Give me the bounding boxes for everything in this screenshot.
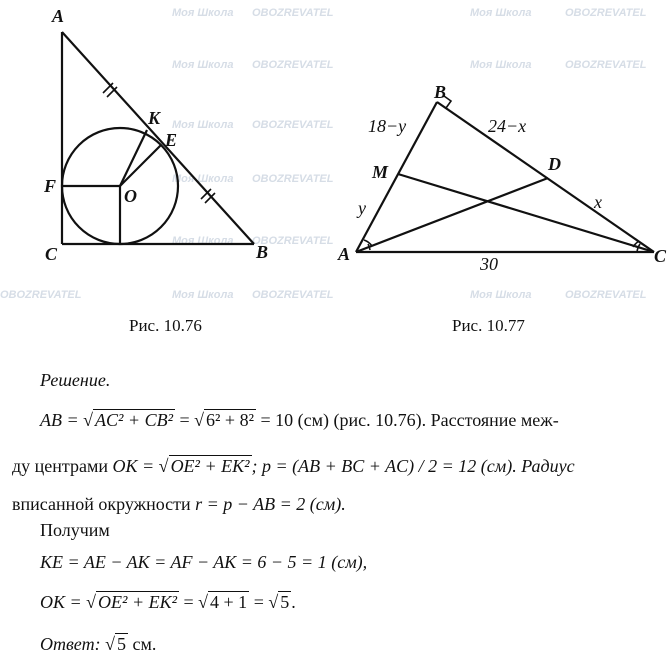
watermark-brand: OBOZREVATEL (252, 289, 334, 301)
solution-line-4: Получим (40, 520, 110, 540)
label-b: B (256, 242, 269, 262)
watermark-brand: OBOZREVATEL (252, 7, 334, 19)
label-a: A (338, 244, 351, 264)
watermark-brand: Моя Школа (172, 119, 234, 131)
watermark-brand: Моя Школа (172, 7, 234, 19)
label-f: F (44, 176, 57, 196)
watermark-brand: Моя Школа (470, 7, 532, 19)
bisector-ad (356, 178, 548, 252)
solution-line-2: ду центрами OK = √ OE² + EK² ; p = (AB + BC + AC) / 2 = 12 (см). Радиус (12, 456, 575, 476)
figure-caption-10-77: Рис. 10.77 (452, 316, 525, 335)
label-b: B (434, 82, 447, 102)
solution-line-1: AB = √ AC² + CB² = √ 6² + 8² = 10 (см) (рис. 10.76). Расстояние меж- (40, 410, 559, 430)
watermark-brand: Моя Школа (172, 235, 234, 247)
segment-bc (437, 102, 654, 252)
label-e: E (165, 130, 178, 150)
watermark-brand: OBOZREVATEL (565, 59, 647, 71)
label-m: M (372, 162, 389, 182)
solution-line-3: вписанной окружности r = p − AB = 2 (см). (12, 494, 346, 514)
solution-line-5: KE = AE − AK = AF − AK = 6 − 5 = 1 (см), (40, 552, 368, 572)
label-o: O (124, 186, 137, 206)
label-c: C (654, 246, 667, 266)
segment-label-ac: 30 (480, 254, 498, 274)
watermark-brand: Моя Школа (172, 173, 234, 185)
answer-line: Ответ: √ 5 см. (40, 634, 157, 654)
solution-heading: Решение. (40, 370, 111, 390)
label-d: D (548, 154, 561, 174)
segment-ok (120, 130, 147, 186)
watermark-brand: OBOZREVATEL (0, 289, 82, 301)
label-a: A (52, 6, 65, 26)
radius-oe (120, 145, 161, 186)
segment-label-am: y (358, 198, 366, 218)
label-k: K (148, 108, 161, 128)
watermark-brand: Моя Школа (470, 59, 532, 71)
watermark-brand: OBOZREVATEL (252, 235, 334, 247)
watermark-brand: Моя Школа (470, 289, 532, 301)
watermark-brand: Моя Школа (172, 289, 234, 301)
segment-label-dc: x (594, 192, 602, 212)
watermark-brand: OBOZREVATEL (252, 59, 334, 71)
figure-10-77-labels (337, 82, 667, 274)
watermark-brand: OBOZREVATEL (252, 119, 334, 131)
segment-label-bm: 18−y (368, 116, 407, 136)
watermark-brand: OBOZREVATEL (565, 7, 647, 19)
segment-label-bd: 24−x (488, 116, 527, 136)
watermark-brand: OBOZREVATEL (565, 289, 647, 301)
watermark-brand: OBOZREVATEL (252, 173, 334, 185)
label-c: C (45, 244, 58, 264)
figure-caption-10-76: Рис. 10.76 (129, 316, 202, 335)
watermark-brand: Моя Школа (172, 59, 234, 71)
solution-line-6: OK = √ OE² + EK² = √ 4 + 1 = √ 5 . (40, 592, 296, 612)
